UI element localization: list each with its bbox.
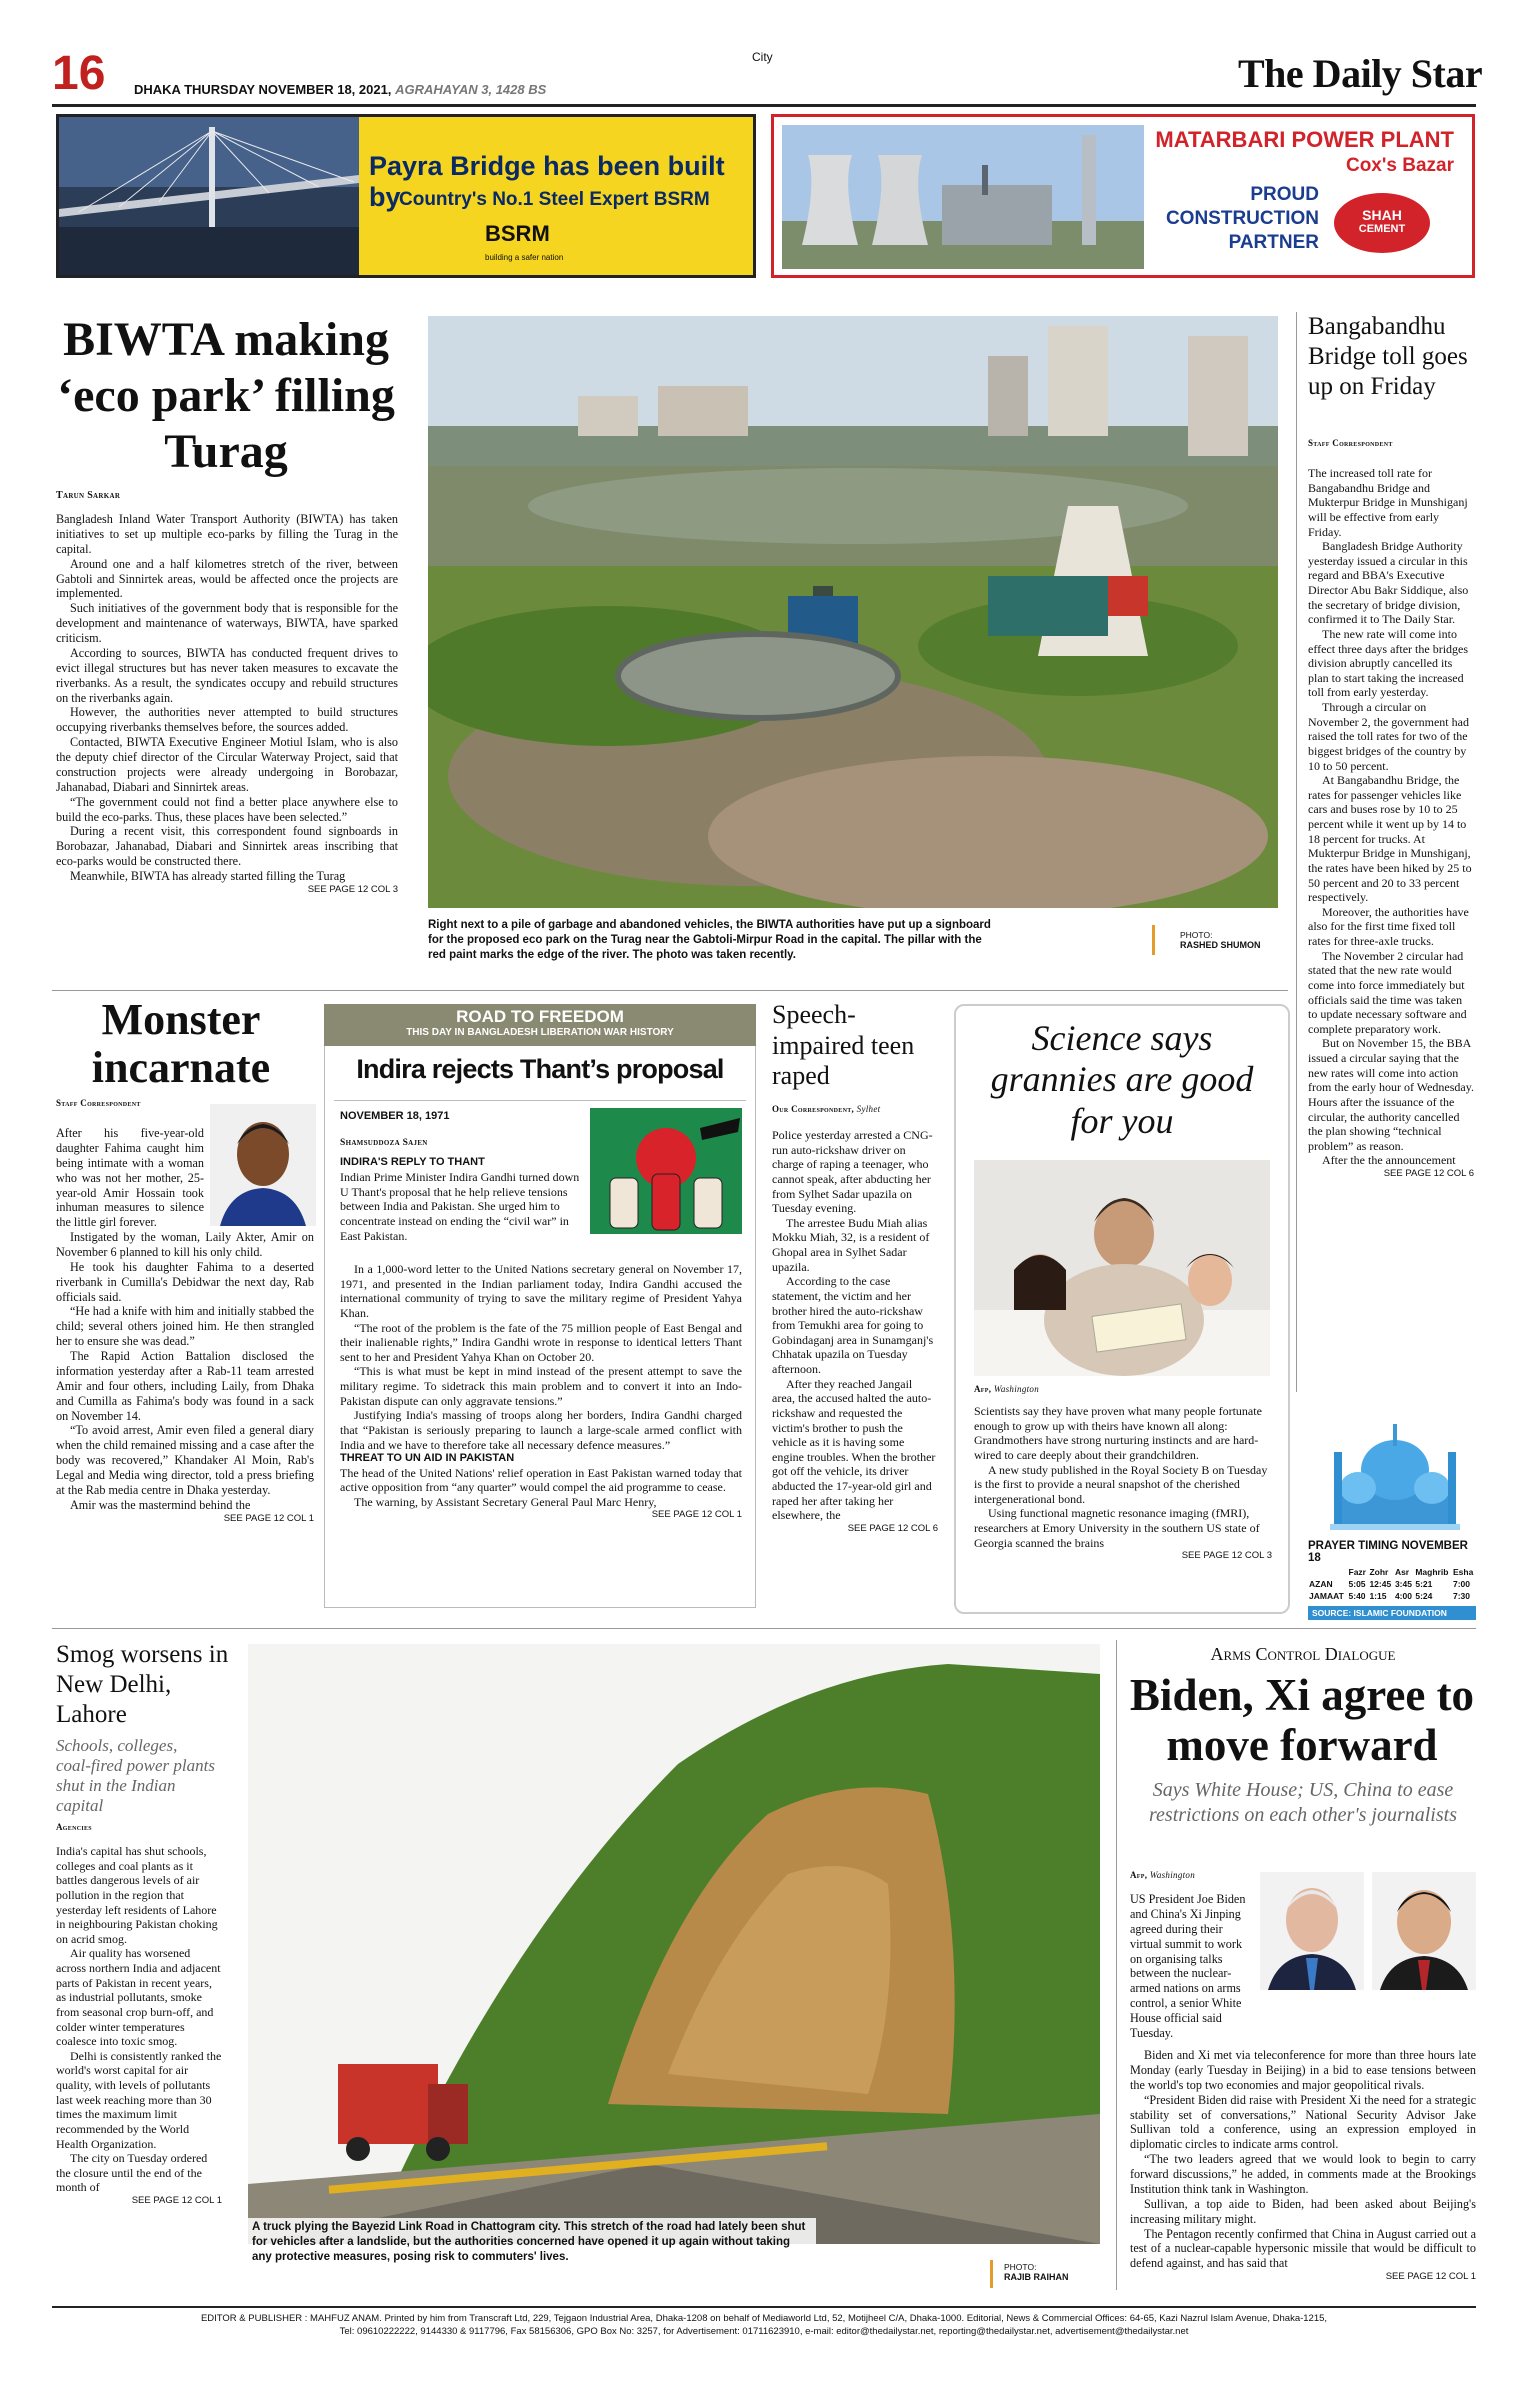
toll-para: Moreover, the authorities have also for the first time fixed toll rates for three-axle trucks.: [1308, 904, 1469, 948]
shah-logo: [1334, 193, 1430, 253]
prayer-time: 7:30: [1452, 1591, 1470, 1601]
grannies-photo: [974, 1160, 1270, 1376]
turag-caption: Right next to a pile of garbage and abandoned vehicles, the BIWTA authorities have put up a signboard for the proposed eco park on the Turag near the Gabtoli-Mirpur Road in the capital. The pillar with the red paint marks the edge of the river. The photo was taken recently.: [428, 919, 991, 961]
credit-name: RAJIB RAIHAN: [1004, 2272, 1069, 2283]
biwta-para: Meanwhile, BIWTA has already started filling the Turag: [70, 869, 346, 883]
prayer-time: 7:00: [1452, 1579, 1470, 1589]
road-para: Justifying India's massing of troops along her borders, Indira Gandhi charged that “Pakistan is seriously preparing to launch a large-scale armed conflict with India and we have to therefore take all necessary defence measures.”: [340, 1408, 742, 1452]
bsrm-tagline: building a safer nation: [485, 253, 564, 262]
speech-byline-name: Our Correspondent,: [772, 1104, 855, 1114]
biwta-para: However, the authorities never attempted to build structures occupying riverbanks themselves before, the sources added.: [56, 705, 398, 735]
monster-byline: Staff Correspondent: [56, 1098, 141, 1108]
footer-line-2: Tel: 09610222222, 9144330 & 9117796, Fax 58156306, GPO Box No: 3257, for Advertisement: 01711623910, e-mail: editor@thedailystar.net, reporting@thedailystar.net, advertisement@thedailystar.net: [339, 2326, 1189, 2338]
science-para: Using functional magnetic resonance imaging (fMRI), researchers at Emory University in the southern US state of Georgia scanned the brains: [974, 1506, 1260, 1550]
shah-line3: PROUD: [1250, 184, 1319, 205]
toll-headline: Bangabandhu Bridge toll goes up on Friday: [1308, 313, 1468, 400]
prayer-header: Fazr: [1348, 1567, 1366, 1577]
shah-line1: MATARBARI POWER PLANT: [1155, 127, 1454, 152]
shah-partner-text: [1159, 183, 1319, 254]
prayer-header: Asr: [1394, 1567, 1410, 1577]
prayer-row-label: AZAN: [1309, 1579, 1333, 1589]
bsrm-ad[interactable]: [56, 114, 756, 278]
toll-para: Through a circular on November 2, the government had raised the toll rates for two of the biggest bridges of the country by 10 to 50 percent.: [1308, 700, 1469, 773]
prayer-time: 5:24: [1415, 1591, 1433, 1601]
biden-deck: Says White House; US, China to ease restrictions on each other's journalists: [1149, 1779, 1457, 1826]
prayer-source: SOURCE: ISLAMIC FOUNDATION: [1308, 1606, 1476, 1620]
biden-kicker: Arms Control Dialogue: [1210, 1644, 1396, 1664]
turag-photo: [428, 316, 1278, 908]
speech-para: Police yesterday arrested a CNG-run auto-rickshaw driver on charge of raping a teenager, who cannot speak, after abducting her from Sylhet Sadar upazila on Tuesday evening.: [772, 1128, 933, 1216]
prayer-row-label: JAMAAT: [1309, 1591, 1344, 1601]
prayer-header-row: [1308, 1566, 1476, 1578]
shah-logo-bottom: CEMENT: [1358, 223, 1406, 236]
smog-deck: Schools, colleges, coal-fired power plants shut in the Indian capital: [56, 1736, 215, 1816]
speech-headline: Speech-impaired teen raped: [772, 1000, 915, 1091]
shah-line4: CONSTRUCTION: [1165, 207, 1319, 229]
science-byline: [974, 1384, 1039, 1394]
bayezid-credit: [1004, 2262, 1069, 2283]
biwta-body: [56, 512, 398, 895]
science-para: A new study published in the Royal Society B on Tuesday is the first to provide a neural snapshot of the cherished intergenerational bond.: [974, 1462, 1268, 1506]
bayezid-photo: [248, 1644, 1100, 2244]
section-rule: [52, 990, 1288, 991]
biden-byline-name: Afp,: [1130, 1870, 1148, 1880]
column-rule: [1296, 312, 1297, 1392]
toll-para: But on November 15, the BBA issued a circular saying that the new rates will come into action from the early hour of Wednesday. Hours after the issuance of the circular, the authority cancelled the plan showing “technical problem” as reason.: [1308, 1036, 1474, 1153]
biwta-para: According to sources, BIWTA has conducted frequent drives to evict illegal structures but has never taken measures to excavate the riverbanks. As a result, the syndicates occupy and rebuild structures on the riverbanks again.: [56, 645, 398, 705]
toll-para: Bangladesh Bridge Authority yesterday issued a circular in this regard and BBA's Executive Director Abu Bakr Siddique, also the secretary of bridge division, confirmed it to The Daily Star.: [1308, 539, 1469, 627]
biwta-para: Around one and a half kilometres stretch of the river, between Gabtoli and Sinnirtek areas, would be affected once the projects are implemented.: [56, 556, 398, 601]
column-rule: [1116, 1640, 1117, 2290]
toll-para: At Bangabandhu Bridge, the rates for passenger vehicles like cars and buses rose by 10 to 25 percent while it went up by 14 to 18 percent for trucks. At Mukterpur Bridge in Munshiganj, the rates have been hiked by 25 to 50 percent and 20 to 33 percent respectively.: [1308, 773, 1472, 905]
biwta-para: Contacted, BIWTA Executive Engineer Motiul Islam, who is also the deputy chief director of the Circular Waterway Project, said that construction projects were already undergoing in Borobazar, Jahanabad, Diabari and Sinnirtek areas.: [56, 735, 398, 794]
speech-byline: [772, 1104, 880, 1114]
prayer-header: Esha: [1452, 1567, 1474, 1577]
prayer-time: 5:21: [1415, 1579, 1433, 1589]
masthead-rule: [52, 104, 1476, 107]
prayer-time: 12:45: [1369, 1579, 1392, 1589]
footer-rule: [52, 2306, 1476, 2308]
prayer-header: Zohr: [1369, 1567, 1389, 1577]
bsrm-logo: [479, 219, 569, 267]
monster-para: The Rapid Action Battalion disclosed the information yesterday after a Rab-11 team arrested Amir and four others, including Laily, from Dhaka and Cumilla as Fahima's body was found in a sack on November 14.: [56, 1349, 314, 1423]
speech-para: The arrestee Budu Miah alias Mokku Miah, 32, is a resident of Ghopal area in Sylhet Sadar upazila.: [772, 1215, 930, 1274]
road-date: NOVEMBER 18, 1971: [340, 1110, 450, 1122]
toll-para: The increased toll rate for Bangabandhu Bridge and Mukterpur Bridge in Munshiganj will be effective from early Friday.: [1308, 466, 1468, 539]
see-page[interactable]: SEE PAGE 12 COL 3: [1181, 1550, 1272, 1562]
turag-photo-art: [428, 316, 1278, 908]
prayer-time: 5:40: [1348, 1591, 1366, 1601]
road-subhead-2: THREAT TO UN AID IN PAKISTAN: [340, 1452, 515, 1465]
shah-logo-top: SHAH: [1362, 207, 1402, 223]
monster-para: Amir was the mastermind behind the: [70, 1497, 251, 1512]
dateline: [134, 82, 546, 97]
biden-lead: US President Joe Biden and China's Xi Jinping agreed during their virtual summit to work on organising talks between the nuclear-armed nations on arms control, a senior White House official said Tuesday.: [1130, 1892, 1246, 2040]
speech-byline-place: Sylhet: [856, 1104, 881, 1114]
road-body: [340, 1262, 742, 1521]
credit-label: PHOTO:: [1004, 2262, 1037, 2272]
monster-lead: After his five-year-old daughter Fahima caught him being intimate with a woman who was not her mother, 25-year-old Amir Hossain took inhuman measures to silence the little girl forever.: [56, 1126, 204, 1230]
smog-byline: Agencies: [56, 1822, 92, 1832]
smog-headline: Smog worsens in New Delhi, Lahore: [56, 1641, 229, 1728]
road-para: The warning, by Assistant Secretary General Paul Marc Henry,: [354, 1494, 657, 1509]
science-headline: Science says grannies are good for you: [990, 1018, 1254, 1141]
speech-para: According to the case statement, the victim and her brother hired the auto-rickshaw from Temukhi area for going to Gobindaganj area in Sunamganj's Chhatak upazila on Tuesday afternoon.: [772, 1274, 934, 1376]
biden-photo: [1260, 1872, 1364, 1990]
bayezid-caption: A truck plying the Bayezid Link Road in Chattogram city. This stretch of the road had lately been shut for vehicles after a landslide, but the authorities concerned have opened it up again without taking any protective measures, posing risk to commuters' lives.: [248, 2218, 816, 2267]
date-bangla: AGRAHAYAN 3, 1428 BS: [395, 82, 547, 97]
xi-photo: [1372, 1872, 1476, 1990]
science-para: Scientists say they have proven what many people fortunate enough to grow up with theirs have known all along: Grandmothers have strong nurturing instincts and are hard-wired to care deeply about their grandchildren.: [974, 1404, 1262, 1462]
toll-byline: Staff Correspondent: [1308, 438, 1393, 448]
see-page[interactable]: SEE PAGE 12 COL 1: [223, 1512, 314, 1524]
see-page[interactable]: SEE PAGE 12 COL 6: [1383, 1168, 1474, 1179]
biden-byline: [1130, 1870, 1195, 1880]
smog-para: India's capital has shut schools, colleges and coal plants as it battles dangerous levels of air pollution in the region that yesterday left residents of Lahore in neighbouring Pakistan choking on acrid smog.: [56, 1844, 218, 1946]
prayer-timing: [1308, 1540, 1476, 1620]
science-body: [974, 1404, 1272, 1562]
road-headline: Indira rejects Thant’s proposal: [356, 1054, 724, 1084]
biden-para: Biden and Xi met via teleconference for more than three hours late Monday (early Tuesday in Beijing) in a bid to ease tensions between the world's top two economies and major geopolitical rivals.: [1130, 2048, 1476, 2092]
toll-para: The new rate will come into effect three days after the bridges division abruptly cancelled its plan to start taking the increased toll from early yesterday.: [1308, 626, 1469, 700]
road-byline: Shamsuddoza Sajen: [340, 1138, 428, 1148]
suspect-photo: [210, 1104, 316, 1226]
toll-para: The November 2 circular had stated that the new rate would come into force immediately but officials said the time was taken to update necessary software and complete preparatory work.: [1308, 948, 1467, 1036]
bsrm-sub: Country's No.1 Steel Expert BSRM: [399, 189, 710, 210]
road-banner-sub: THIS DAY IN BANGLADESH LIBERATION WAR HISTORY: [406, 1027, 674, 1038]
speech-para: After they reached Jangail area, the accused halted the auto-rickshaw and requested the victim's brother to push the vehicle as it is having some engine troubles. When the brother got off the vehicle, its driver abducted the 17-year-old girl and raped her after taking her elsewhere, the: [772, 1376, 936, 1523]
monster-body: [56, 1230, 314, 1524]
road-intro: Indian Prime Minister Indira Gandhi turned down U Thant's proposal that he help relieve tensions between India and Pakistan. She urged him to concentrate instead on ending the “civil war” in East Pakistan.: [340, 1170, 580, 1243]
smog-body: [56, 1844, 222, 2207]
speech-body: [772, 1128, 938, 1534]
page-number: 16: [52, 47, 106, 100]
prayer-time: 4:00: [1394, 1591, 1412, 1601]
bayezid-photo-art: [248, 1644, 1100, 2244]
monster-headline: Monster incarnate: [91, 995, 271, 1092]
toll-para: After the the announcement: [1322, 1153, 1456, 1168]
paper-logo: The Daily Star: [1238, 51, 1483, 96]
see-page[interactable]: SEE PAGE 12 COL 1: [131, 2195, 222, 2206]
see-page[interactable]: SEE PAGE 12 COL 3: [307, 883, 398, 895]
biden-para: “The two leaders agreed that we would look to begin to carry forward discussions,” he added, in comments made at the Brookings Institution think tank in Washington.: [1130, 2152, 1476, 2196]
prayer-table: [1308, 1566, 1476, 1602]
bridge-photo: [59, 117, 359, 275]
biwta-para: “The government could not find a better place anywhere else to build the eco-parks. Thus, these places have been selected.”: [56, 794, 398, 824]
shah-cement-ad[interactable]: [771, 114, 1475, 278]
road-banner-title: ROAD TO FREEDOM: [456, 1007, 624, 1026]
biwta-para: Such initiatives of the government body that is responsible for the development and maintenance of waterways, BIWTA, have sparked criticism.: [56, 601, 398, 645]
section-label: City: [752, 50, 773, 64]
prayer-time: 1:15: [1369, 1591, 1387, 1601]
prayer-row: [1308, 1590, 1476, 1602]
footer: [52, 2312, 1476, 2339]
road-para: “The root of the problem is the fate of the 75 million people of East Bengal and their inalienable rights,” Indira Gandhi wrote in response to identical letters Thant sent to her and President Yahya Khan on October 20.: [340, 1320, 742, 1364]
biwta-para: Bangladesh Inland Water Transport Authority (BIWTA) has taken initiatives to set up multiple eco-parks by filling the Turag in the capital.: [56, 512, 398, 556]
biwta-byline: Tarun Sarkar: [56, 490, 121, 501]
monster-para: He took his daughter Fahima to a deserted riverbank in Cumilla's Debidwar the next day, Rab officials said.: [56, 1259, 314, 1304]
footer-line-1: EDITOR & PUBLISHER : MAHFUZ ANAM. Printed by him from Transcraft Ltd, 229, Tejgaon Industrial Area, Dhaka-1208 on behalf of Mediaworld Ltd, 52, Motijheel C/A, Dhaka-1000. Editorial, News & Commercial Offices: 64-65, Kazi Nazrul Islam Avenue, Dhaka-1215,: [200, 2313, 1328, 2324]
smog-para: The city on Tuesday ordered the closure until the end of the month of: [56, 2151, 208, 2195]
see-page[interactable]: SEE PAGE 12 COL 1: [1385, 2271, 1476, 2283]
turag-credit: [1180, 930, 1261, 951]
biwta-headline: BIWTA making ‘eco park’ filling Turag: [57, 313, 395, 479]
credit-name: RASHED SHUMON: [1180, 940, 1261, 951]
science-byline-place: Washington: [993, 1384, 1040, 1394]
road-subhead-1: INDIRA'S REPLY TO THANT: [340, 1156, 485, 1168]
biden-para: “President Biden did raise with President Xi the need for a strategic stability set of conversations,” National Security Advisor Jake Sullivan told a conference, using an expression employed in diplomatic circles to indicate arms control.: [1130, 2092, 1476, 2152]
science-byline-name: Afp,: [974, 1384, 992, 1394]
monster-para: “To avoid arrest, Amir even filed a general diary when the child remained missing and a case after the body was recovered,” Khandaker Al Moin, Rab's Legal and Media wing director, told a press briefing at the Rab media centre in Dhaka yesterday.: [56, 1423, 314, 1497]
smog-para: Delhi is consistently ranked the world's worst capital for air quality, with levels of pollutants last week reaching more than 30 times the maximum limit recommended by the World Health Organization.: [56, 2048, 222, 2151]
bsrm-headline: Payra Bridge has been built by: [369, 151, 725, 212]
see-page[interactable]: SEE PAGE 12 COL 6: [847, 1522, 938, 1534]
prayer-time: 3:45: [1394, 1579, 1412, 1589]
fists-illustration: [590, 1108, 742, 1234]
prayer-row: [1308, 1578, 1476, 1590]
section-rule: [52, 1628, 1476, 1629]
toll-body: [1308, 466, 1474, 1180]
shah-line2: Cox's Bazar: [1345, 155, 1454, 176]
shah-line5: PARTNER: [1228, 231, 1319, 253]
power-plant-photo: [782, 125, 1144, 269]
monster-para: Instigated by the woman, Laily Akter, Amir on November 6 planned to kill his only child.: [56, 1230, 314, 1259]
road-banner: [324, 1004, 756, 1046]
bsrm-logo-text: BSRM: [485, 221, 550, 246]
credit-label: PHOTO:: [1180, 930, 1213, 940]
road-para: “This is what must be kept in mind instead of the present attempt to save the military regime. To sidetrack this main problem and to convert it into an Indo-Pakistan dispute can only aggravate tensions.”: [340, 1364, 742, 1408]
prayer-time: 5:05: [1348, 1579, 1366, 1589]
road-para: The head of the United Nations' relief operation in East Pakistan warned today that active opposition from “any quarter” would compel the aid programme to cease.: [340, 1465, 742, 1495]
road-rule: [334, 1100, 746, 1101]
biden-byline-place: Washington: [1149, 1870, 1196, 1880]
biwta-para: During a recent visit, this correspondent found signboards in Borobazar, Jahanabad, Diabari and Sinnirtek areas inscribing that eco-parks would be constructed there.: [56, 824, 398, 869]
bayezid-caption-rule: [990, 2260, 993, 2288]
monster-para: “He had a knife with him and initially stabbed the child; several others joined him. He then strangled her to ensure she was dead.”: [56, 1304, 314, 1349]
biden-headline: Biden, Xi agree to move forward: [1129, 1670, 1475, 1771]
smog-para: Air quality has worsened across northern India and adjacent parts of Pakistan in recent years, as industrial pollutants, smoke from seasonal crop burn-off, and colder winter temperatures coalesce into toxic smog.: [56, 1946, 221, 2049]
turag-caption-rule: [1152, 925, 1155, 955]
road-para: In a 1,000-word letter to the United Nations secretary general on November 17, 1971, and presented in the Indian parliament today, Indira Gandhi accused the international community of trying to save the military regime of President Yahya Khan.: [340, 1262, 742, 1320]
prayer-title: PRAYER TIMING NOVEMBER 18: [1308, 1540, 1468, 1564]
date: DHAKA THURSDAY NOVEMBER 18, 2021,: [134, 82, 392, 97]
see-page[interactable]: SEE PAGE 12 COL 1: [651, 1509, 742, 1521]
biden-para: The Pentagon recently confirmed that China in August carried out a test of a nuclear-capable hypersonic missile that would be difficult to defend against, and has said that: [1130, 2226, 1476, 2271]
biden-body: [1130, 2048, 1476, 2283]
mosque-icon: [1330, 1392, 1460, 1532]
prayer-header: Maghrib: [1415, 1567, 1449, 1577]
biden-para: Sullivan, a top aide to Biden, had been asked about Beijing's increasing military might.: [1130, 2196, 1476, 2226]
